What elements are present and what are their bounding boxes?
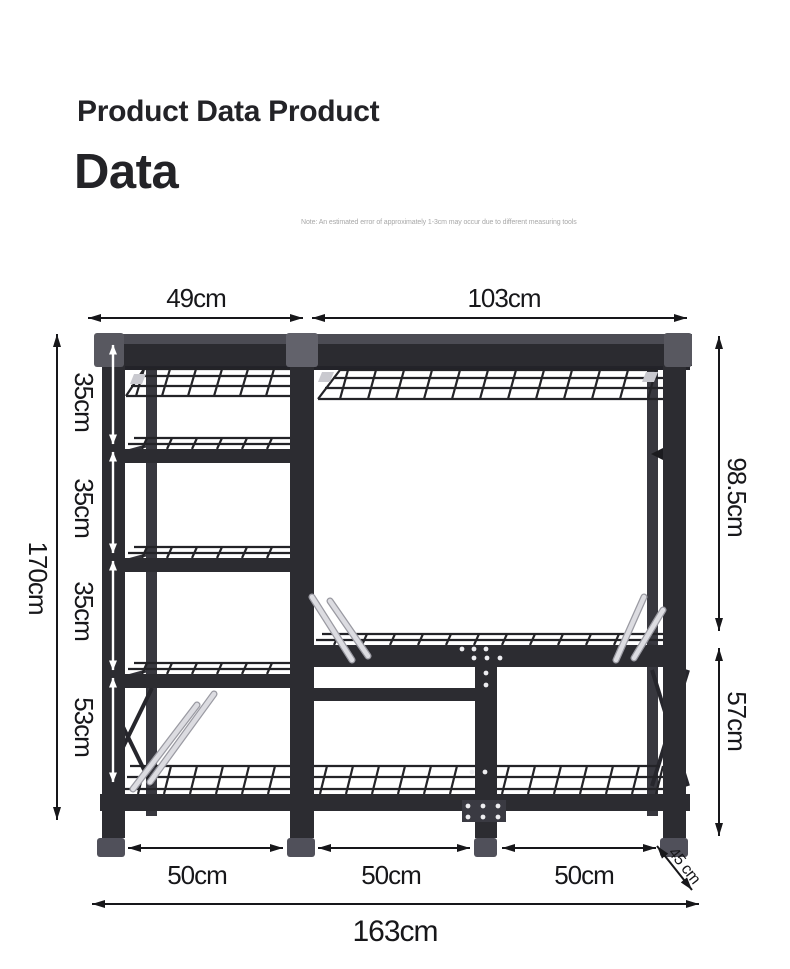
shelf3-bar [108,558,306,572]
dim-label-total-width: 163cm [352,915,438,948]
shelf-rack-illustration [94,333,692,857]
dim-label-bottom-span2: 50cm [361,860,421,890]
dim-label-top-left-width: 49cm [166,283,226,313]
foot-center [474,838,497,857]
page-title-line1: Product Data Product [77,95,380,128]
dim-label-bottom-span3: 50cm [554,860,614,890]
dim-label-right-upper: 98.5cm [722,457,752,537]
back-post-right [647,364,658,816]
bottom-shelf-mesh [125,766,665,794]
dim-label-right-lower: 57cm [722,691,752,751]
right-post [663,336,686,838]
middle-shelf-mesh [316,634,664,645]
top-beam-highlight [96,334,692,344]
dim-label-left-seg1: 35cm [69,372,99,432]
middle-post [290,336,314,838]
beam-cap-right [664,333,692,367]
beam-cap-left [94,333,124,367]
measurement-note: Note: An estimated error of approximately 1-3cm may occur due to different measuring tools [301,219,577,226]
beam-cap-middle [286,333,318,367]
back-post-left [146,364,157,816]
top-shelf-mesh-right [318,370,666,399]
dim-label-top-right-width: 103cm [467,283,541,313]
dim-label-depth: 45 cm [664,844,704,888]
foot-left [97,838,125,857]
dim-label-bottom-span1: 50cm [167,860,227,890]
lower-support-rail [312,688,478,701]
shelf2-bar [108,449,306,463]
dim-label-left-seg2: 35cm [69,478,99,538]
dim-label-left-seg3: 35cm [69,581,99,641]
dim-label-left-seg4: 53cm [69,697,99,757]
page-title-line2: Data [74,145,179,199]
shelf4-bar [108,674,306,688]
dim-label-total-height: 170cm [23,541,53,615]
bottom-rail [100,794,690,811]
foot-middle [287,838,315,857]
